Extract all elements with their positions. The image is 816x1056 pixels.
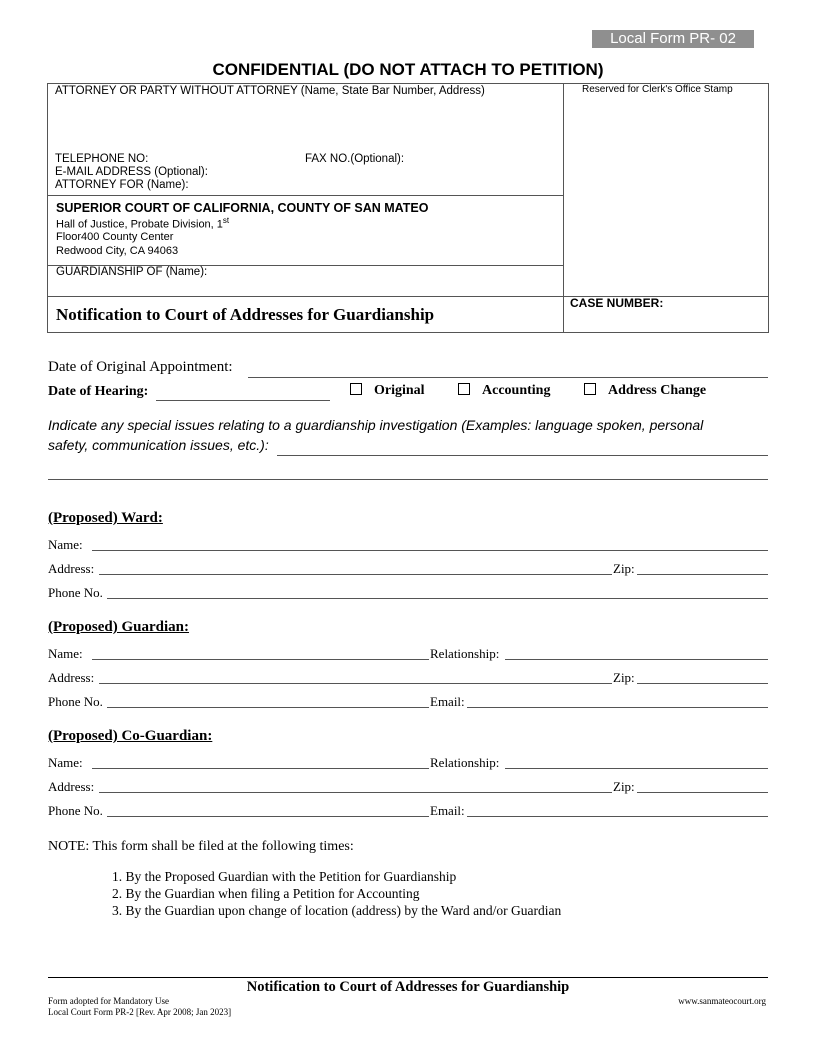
special-issues-field-2[interactable] xyxy=(48,479,768,480)
guardian-relationship-field[interactable] xyxy=(505,659,768,660)
guardian-email-label: Email: xyxy=(430,694,465,709)
co-guardian-email-label: Email: xyxy=(430,803,465,818)
ward-phone-field[interactable] xyxy=(107,598,768,599)
note-item-text: By the Guardian when filing a Petition for Accounting xyxy=(125,886,420,901)
guardian-address-field[interactable] xyxy=(99,683,612,684)
note-item-1 xyxy=(112,869,456,885)
note-item-number: 2. xyxy=(112,886,126,901)
co-guardian-zip-field[interactable] xyxy=(637,792,768,793)
guardian-phone-field[interactable] xyxy=(107,707,429,708)
footer-rule xyxy=(48,977,768,978)
guardian-phone-label: Phone No. xyxy=(48,694,103,709)
checkbox-address-change[interactable] xyxy=(584,383,706,399)
guardian-name-field[interactable] xyxy=(92,659,429,660)
note-item-text: By the Proposed Guardian with the Petition for Guardianship xyxy=(125,869,457,884)
note-item-number: 3. xyxy=(112,903,126,918)
co-guardian-phone-label: Phone No. xyxy=(48,803,103,818)
original-appointment-field[interactable] xyxy=(248,377,768,378)
guardian-zip-label: Zip: xyxy=(613,670,635,685)
co-guardian-relationship-label: Relationship: xyxy=(430,755,500,770)
hearing-date-field[interactable] xyxy=(156,400,330,401)
ward-address-label: Address: xyxy=(48,561,95,576)
checkbox-address-change-label: Address Change xyxy=(608,383,707,398)
telephone-label: TELEPHONE NO: xyxy=(55,153,149,165)
rule xyxy=(47,195,563,196)
special-issues-line2: safety, communication issues, etc.): xyxy=(48,437,269,453)
footer-form-number: Local Court Form PR-2 [Rev. Apr 2008; Jan 2023] xyxy=(48,1007,232,1017)
ward-address-field[interactable] xyxy=(99,574,612,575)
checkbox-accounting[interactable] xyxy=(458,383,550,399)
court-address-line1-text: Hall of Justice, Probate Division, 1 xyxy=(56,218,223,231)
attorney-for-label: ATTORNEY FOR (Name): xyxy=(55,179,189,191)
ward-zip-field[interactable] xyxy=(637,574,768,575)
ward-name-label: Name: xyxy=(48,537,83,552)
co-guardian-email-field[interactable] xyxy=(467,816,768,817)
note-item-2 xyxy=(112,886,419,902)
co-guardian-heading: (Proposed) Co-Guardian: xyxy=(48,728,213,744)
court-name: SUPERIOR COURT OF CALIFORNIA, COUNTY OF SAN MATEO xyxy=(56,201,429,215)
co-guardian-address-label: Address: xyxy=(48,779,95,794)
checkbox-original[interactable] xyxy=(350,383,425,399)
co-guardian-phone-field[interactable] xyxy=(107,816,429,817)
confidential-heading: CONFIDENTIAL (DO NOT ATTACH TO PETITION) xyxy=(212,60,604,79)
co-guardian-zip-label: Zip: xyxy=(613,779,635,794)
guardian-address-label: Address: xyxy=(48,670,95,685)
guardianship-of-label: GUARDIANSHIP OF (Name): xyxy=(56,266,208,278)
note-item-text: By the Guardian upon change of location (address) by the Ward and/or Guardian xyxy=(125,903,562,918)
checkbox-icon xyxy=(458,383,470,395)
co-guardian-address-field[interactable] xyxy=(99,792,612,793)
guardian-zip-field[interactable] xyxy=(637,683,768,684)
co-guardian-name-field[interactable] xyxy=(92,768,429,769)
ward-name-field[interactable] xyxy=(92,550,768,551)
guardian-name-label: Name: xyxy=(48,646,83,661)
court-address-line2: Floor400 County Center xyxy=(56,231,174,243)
court-address-sup: st xyxy=(222,216,230,225)
checkbox-icon xyxy=(350,383,362,395)
guardian-email-field[interactable] xyxy=(467,707,768,708)
fax-label: FAX NO.(Optional): xyxy=(305,153,405,165)
ward-zip-label: Zip: xyxy=(613,561,635,576)
court-address-line3: Redwood City, CA 94063 xyxy=(56,245,179,257)
attorney-label: ATTORNEY OR PARTY WITHOUT ATTORNEY (Name, State Bar Number, Address) xyxy=(55,85,485,97)
guardian-heading: (Proposed) Guardian: xyxy=(48,619,189,635)
hearing-label: Date of Hearing: xyxy=(48,384,149,399)
co-guardian-relationship-field[interactable] xyxy=(505,768,768,769)
ward-heading: (Proposed) Ward: xyxy=(48,510,163,526)
special-issues-field[interactable] xyxy=(277,455,768,456)
footer-website: www.sanmateocourt.org xyxy=(678,996,766,1006)
note-item-3 xyxy=(112,903,561,919)
footer-adopted: Form adopted for Mandatory Use xyxy=(48,996,169,1006)
checkbox-icon xyxy=(584,383,596,395)
footer-title: Notification to Court of Addresses for Guardianship xyxy=(246,979,570,995)
co-guardian-name-label: Name: xyxy=(48,755,83,770)
guardian-relationship-label: Relationship: xyxy=(430,646,500,661)
ward-phone-label: Phone No. xyxy=(48,585,103,600)
case-number-label: CASE NUMBER: xyxy=(570,296,664,310)
note-item-number: 1. xyxy=(112,869,126,884)
form-number-tag: Local Form PR- 02 xyxy=(592,30,754,48)
note-intro: NOTE: This form shall be filed at the following times: xyxy=(48,839,354,854)
court-address-line1 xyxy=(56,216,229,231)
original-appointment-label: Date of Original Appointment: xyxy=(48,359,233,375)
special-issues-line1: Indicate any special issues relating to a guardianship investigation (Examples: language spoken, personal xyxy=(48,417,704,433)
checkbox-accounting-label: Accounting xyxy=(482,383,551,398)
clerk-stamp-label: Reserved for Clerk's Office Stamp xyxy=(582,84,733,95)
email-label: E-MAIL ADDRESS (Optional): xyxy=(55,166,208,178)
checkbox-original-label: Original xyxy=(374,383,425,398)
form-title: Notification to Court of Addresses for Guardianship xyxy=(56,305,435,324)
